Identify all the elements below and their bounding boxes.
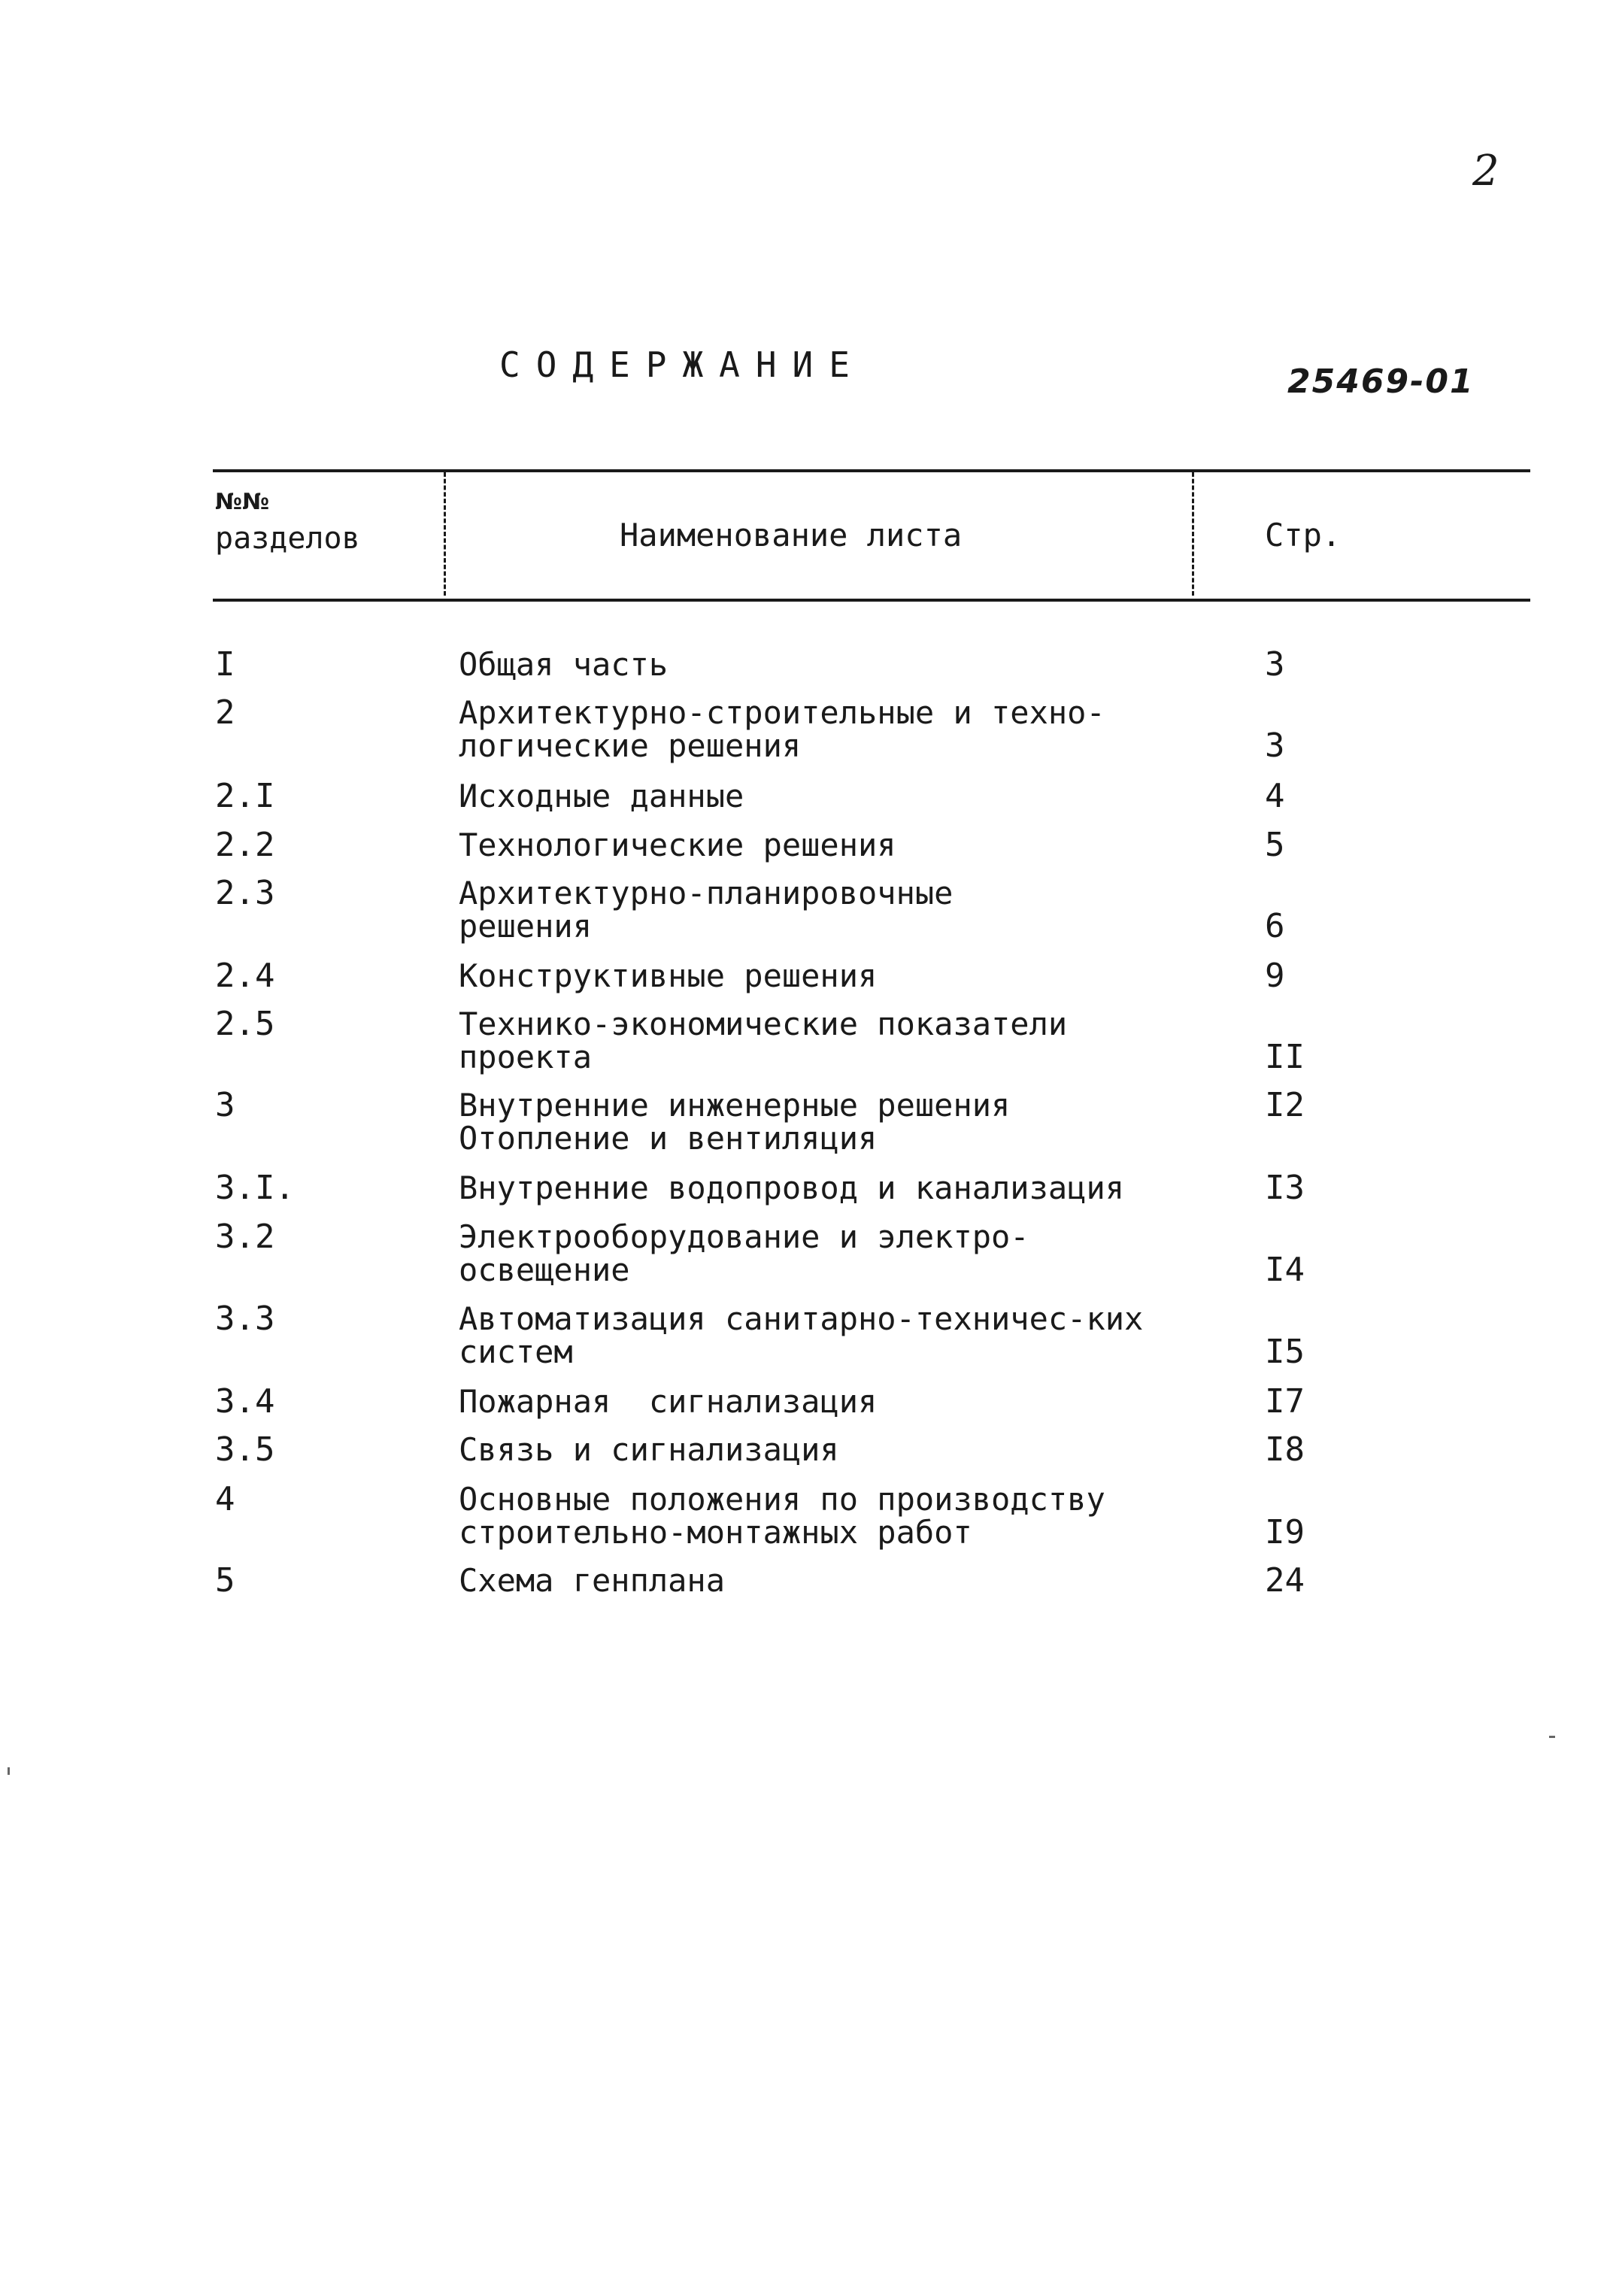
- table-top-rule: [213, 469, 1530, 472]
- toc-row-name: Внутренние инженерные решения Отопление и вентиляция: [459, 1087, 1011, 1157]
- column-separator-1: [444, 472, 446, 596]
- toc-row-name: Конструктивные решения: [459, 957, 878, 994]
- toc-row-number: 3.4: [215, 1382, 275, 1421]
- toc-row-page: 4: [1265, 777, 1285, 815]
- toc-row-page: I4: [1265, 1251, 1305, 1289]
- toc-row-name: Внутренние водопровод и канализация: [459, 1169, 1125, 1206]
- toc-row-page: I5: [1265, 1333, 1305, 1371]
- toc-row-page: II: [1265, 1038, 1305, 1076]
- column-separator-2: [1192, 472, 1194, 596]
- toc-row-name: Пожарная сигнализация: [459, 1383, 878, 1420]
- table-header-bottom-rule: [213, 599, 1530, 602]
- toc-row-number: 2.2: [215, 826, 275, 864]
- toc-row-page: I9: [1265, 1513, 1305, 1551]
- toc-row-number: 3.2: [215, 1218, 275, 1256]
- toc-row-page: I2: [1265, 1086, 1305, 1124]
- toc-row-page: 5: [1265, 826, 1285, 864]
- toc-row-number: 3.5: [215, 1430, 275, 1469]
- toc-row-name: Электрооборудование и электро-освещение: [459, 1218, 1029, 1288]
- toc-row-page: 3: [1265, 726, 1285, 765]
- toc-row-name: Исходные данные: [459, 778, 744, 814]
- toc-row-name: Архитектурно-планировочные решения: [459, 875, 954, 945]
- toc-row-number: I: [215, 645, 235, 684]
- toc-row-page: 9: [1265, 957, 1285, 995]
- toc-row-number: 4: [215, 1480, 235, 1518]
- page-number: 2: [1472, 147, 1499, 196]
- toc-row-name: Технико-экономические показатели проекта: [459, 1005, 1068, 1075]
- toc-row-page: I8: [1265, 1430, 1305, 1469]
- header-number-symbol: №№: [215, 489, 270, 515]
- toc-row-number: 3.3: [215, 1300, 275, 1338]
- scan-speck: [1549, 1736, 1555, 1738]
- toc-row-number: 5: [215, 1561, 235, 1600]
- header-section-label: разделов: [215, 521, 360, 556]
- toc-row-number: 2: [215, 693, 235, 732]
- toc-row-page: I3: [1265, 1169, 1305, 1207]
- toc-row-name: Схема генплана: [459, 1562, 726, 1599]
- toc-row-number: 2.4: [215, 957, 275, 995]
- toc-row-page: 3: [1265, 645, 1285, 684]
- toc-row-number: 2.3: [215, 874, 275, 912]
- toc-row-number: 2.I: [215, 777, 275, 815]
- toc-row-page: I7: [1265, 1382, 1305, 1421]
- toc-row-page: 6: [1265, 907, 1285, 945]
- toc-row-name: Технологические решения: [459, 826, 896, 863]
- header-section-number: [215, 481, 360, 557]
- scan-speck: [8, 1767, 10, 1775]
- document-title: СОДЕРЖАНИЕ: [499, 344, 866, 385]
- header-sheet-name: Наименование листа: [620, 517, 963, 554]
- toc-row-name: Архитектурно-строительные и техно-логические решения: [459, 694, 1105, 764]
- toc-row-name: Связь и сигнализация: [459, 1431, 839, 1468]
- toc-row-name: Основные положения по производству строительно-монтажных работ: [459, 1481, 1105, 1551]
- toc-row-name: Общая часть: [459, 646, 669, 683]
- toc-row-number: 3: [215, 1086, 235, 1124]
- toc-row-name: Автоматизация санитарно-техничес-ких систем: [459, 1300, 1144, 1370]
- toc-row-number: 3.I.: [215, 1169, 295, 1207]
- document-code: 25469-01: [1287, 362, 1475, 401]
- toc-row-page: 24: [1265, 1561, 1305, 1600]
- header-page: Стр.: [1265, 517, 1342, 554]
- toc-row-number: 2.5: [215, 1005, 275, 1043]
